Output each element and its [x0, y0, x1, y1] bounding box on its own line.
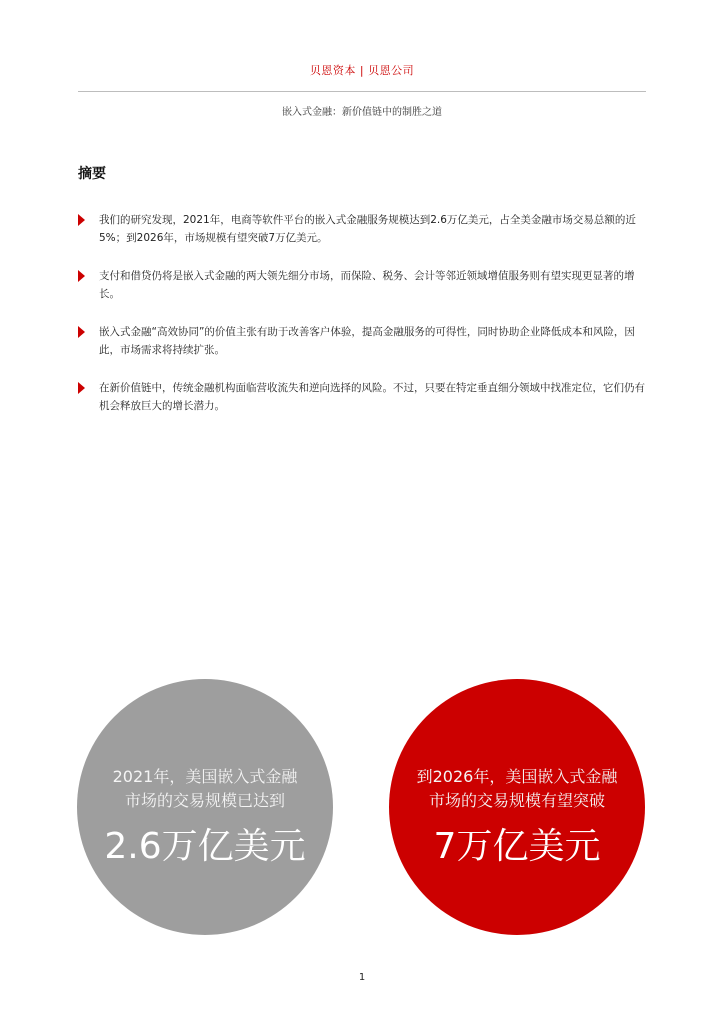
bullet-text: 嵌入式金融“高效协同”的价值主张有助于改善客户体验，提高金融服务的可得性，同时协助企业降低成本和风险，因此，市场需求将持续扩张。 [99, 326, 635, 356]
summary-heading: 摘要 [78, 166, 106, 182]
brand-header: 贝恩资本 | 贝恩公司 [309, 64, 415, 77]
stat-caption-line: 市场的交易规模有望突破 [428, 791, 605, 810]
bullet-text: 我们的研究发现，2021年，电商等软件平台的嵌入式金融服务规模达到2.6万亿美元，占全美金融市场交易总额的近5%；到2026年，市场规模有望突破7万亿美元。 [99, 214, 636, 244]
stat-caption [397, 765, 637, 813]
stat-value: 7万亿美元 [433, 826, 601, 867]
summary-bullet [78, 211, 648, 247]
red-triangle-bullet-icon [78, 214, 85, 226]
red-triangle-bullet-icon [78, 382, 85, 394]
summary-bullet [78, 323, 648, 359]
stat-value: 2.6万亿美元 [104, 826, 306, 867]
summary-bullet [78, 379, 648, 415]
stat-caption-line: 到2026年，美国嵌入式金融 [416, 767, 618, 786]
document-title: 嵌入式金融：新价值链中的制胜之道 [282, 107, 442, 118]
stat-caption [85, 765, 325, 813]
bullet-text: 支付和借贷仍将是嵌入式金融的两大领先细分市场，而保险、税务、会计等邻近领域增值服务则有望实现更显著的增长。 [99, 270, 635, 300]
summary-bullet [78, 267, 648, 303]
stat-circle-2021 [77, 679, 333, 935]
stat-caption-line: 市场的交易规模已达到 [124, 791, 285, 810]
bullet-text: 在新价值链中，传统金融机构面临营收流失和逆向选择的风险。不过，只要在特定垂直细分领域中找准定位，它们仍有机会释放巨大的增长潜力。 [99, 382, 645, 412]
header-divider [78, 91, 646, 92]
stat-circle-2026 [389, 679, 645, 935]
summary-bullet-list [78, 211, 648, 435]
red-triangle-bullet-icon [78, 270, 85, 282]
stat-caption-line: 2021年，美国嵌入式金融 [112, 767, 298, 786]
red-triangle-bullet-icon [78, 326, 85, 338]
page-number: 1 [358, 972, 366, 983]
